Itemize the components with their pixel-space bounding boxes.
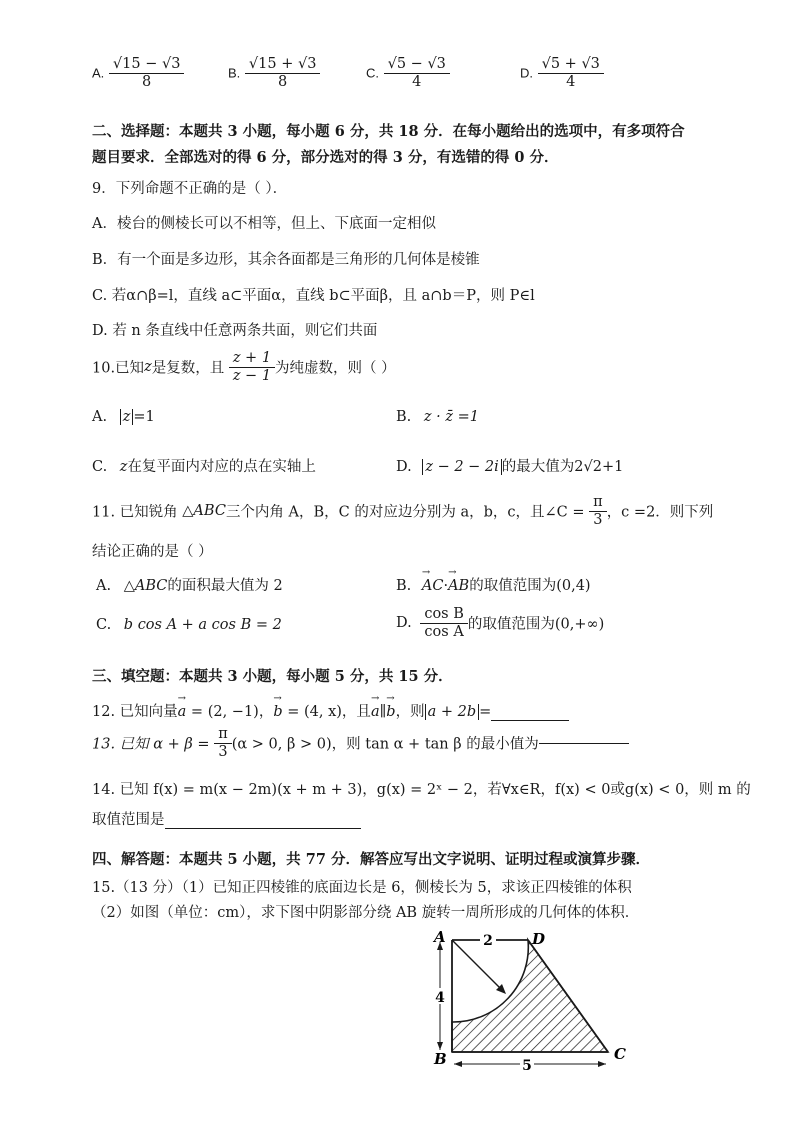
q11-option-d <box>396 606 604 640</box>
rotation-figure <box>420 924 640 1074</box>
vertex-b: B <box>434 1050 447 1068</box>
option-body: 的面积最大值为 2 <box>167 578 283 594</box>
numerator: z + 1 <box>229 350 275 368</box>
q9-option-b: B．有一个面是多边形，其余各面都是三角形的几何体是棱锥 <box>92 252 480 268</box>
numerator: π <box>589 494 607 512</box>
q14-line2 <box>92 808 361 829</box>
numerator: √5 − √3 <box>384 56 450 74</box>
denominator: z − 1 <box>232 367 272 384</box>
option-letter: C. <box>96 617 112 633</box>
numerator: √15 + √3 <box>245 56 321 74</box>
q14-line1: 14. 已知 f(x) = m(x − 2m)(x + m + 3)，g(x) = 2ˣ − 2，若∀x∈R，f(x) < 0或g(x) < 0，则 m 的 <box>92 782 751 798</box>
q11-option-b: B. → AC·→ AB的取值范围为(0,4) <box>396 574 591 595</box>
q11-option-c <box>96 617 282 633</box>
option-letter: B. <box>228 65 241 81</box>
q10-option-b <box>396 409 479 425</box>
vector-a: → a <box>178 704 187 720</box>
dim-left-label: 4 <box>435 990 445 1006</box>
arrowhead <box>437 1042 443 1050</box>
answer-blank[interactable] <box>165 828 361 829</box>
option-body: 的最大值为2√2+1 <box>501 459 624 475</box>
q9-option-a: A．棱台的侧棱长可以不相等，但上、下底面一定相似 <box>92 216 436 232</box>
q11-part: 三个内角 A，B，C 的对应边分别为 a，b，c，且∠C = <box>225 504 585 521</box>
q12-part: ，则 <box>395 704 425 720</box>
vector-b: → b <box>386 704 395 720</box>
option-body: 的取值范围为(0,4) <box>469 578 591 594</box>
abs-expression: z − 2 − 2i <box>422 459 501 475</box>
cosb-over-cosa <box>420 606 468 640</box>
option-letter: A. <box>92 65 105 81</box>
q11-part: ，c =2．则下列 <box>606 504 714 521</box>
q12: 12. 已知向量→ a = (2, −1)，→ b = (4, x)，且→ a∥→ b，则 a + 2b = <box>92 700 569 721</box>
q8-option-d <box>520 56 604 90</box>
abs-expression: a + 2b <box>425 704 480 720</box>
q10-z: z <box>144 359 152 376</box>
section4-header: 四、解答题：本题共 5 小题，共 77 分．解答应写出文字说明、证明过程或演算步骤． <box>92 851 650 868</box>
option-letter: D. <box>396 615 412 632</box>
section2-line1: 二、选择题：本题共 3 小题，每小题 6 分，共 18 分．在每小题给出的选项中，有多项符合 <box>92 123 685 140</box>
vector-ac: → AC <box>422 578 444 594</box>
vertex-c: C <box>614 1045 626 1063</box>
numerator: √15 − √3 <box>109 56 185 74</box>
option-body: 的取值范围为(0,+∞) <box>467 616 605 633</box>
option-body: =1 <box>133 409 155 425</box>
fraction <box>109 56 185 90</box>
triangle-abc: △ABC <box>123 578 168 594</box>
vector-b: → b <box>273 704 282 720</box>
q13-part: (α > 0, β > 0)，则 tan α + tan β 的最小值为 <box>231 736 539 753</box>
vector-ab: → AB <box>448 578 469 594</box>
answer-blank[interactable] <box>539 743 629 744</box>
q10-option-c <box>92 455 316 476</box>
option-letter: D. <box>520 65 533 81</box>
option-letter: D. <box>396 459 412 475</box>
arrowhead <box>454 1061 462 1067</box>
q14-part: 取值范围是 <box>92 812 165 828</box>
option-letter: A. <box>92 409 108 425</box>
dim-bottom-label: 5 <box>522 1058 532 1074</box>
q13-part: 13. 已知 α + β = <box>92 736 210 753</box>
q15-line2: （2）如图（单位：cm），求下图中阴影部分绕 AB 旋转一周所形成的几何体的体积． <box>92 905 640 921</box>
fraction <box>538 56 604 90</box>
option-body: b cos A + a cos B = 2 <box>123 617 282 633</box>
dim-top-label: 2 <box>483 933 493 949</box>
denominator: 4 <box>566 73 576 90</box>
option-letter: C. <box>366 65 379 81</box>
denominator: 3 <box>593 511 603 528</box>
pi-over-3 <box>214 726 232 760</box>
answer-blank[interactable] <box>491 720 569 721</box>
fraction <box>384 56 450 90</box>
shaded-region <box>452 940 608 1052</box>
q12-part: = (2, −1)， <box>186 704 274 720</box>
q10-suffix: 为纯虚数，则（ ） <box>275 360 396 377</box>
pi-over-3 <box>589 494 607 528</box>
option-letter: A. <box>96 578 112 594</box>
q9-stem: 9．下列命题不正确的是（ ）． <box>92 181 288 197</box>
q11-stem-line1 <box>92 494 713 528</box>
section3-header: 三、填空题：本题共 3 小题，每小题 5 分，共 15 分． <box>92 668 453 685</box>
abs-z: z <box>120 409 134 425</box>
q8-option-a <box>92 56 184 90</box>
denominator: 3 <box>218 743 228 760</box>
numerator: √5 + √3 <box>538 56 604 74</box>
option-letter: B. <box>396 578 412 594</box>
numerator: π <box>214 726 232 744</box>
q12-part: = (4, x)，且 <box>282 704 371 720</box>
q15-line1: 15.（13 分）（1）已知正四棱锥的底面边长是 6，侧棱长为 5，求该正四棱锥的体积 <box>92 880 632 896</box>
q11-option-a <box>96 574 283 595</box>
vertex-d: D <box>532 930 546 948</box>
vertex-a: A <box>434 928 446 946</box>
q10-fraction <box>229 350 275 384</box>
q8-option-b <box>228 56 320 90</box>
q13 <box>92 726 629 760</box>
q10-option-a <box>92 409 155 425</box>
parallel-symbol: ∥ <box>379 704 387 720</box>
q9-option-d: D. 若 n 条直线中任意两条共面，则它们共面 <box>92 323 378 339</box>
q10-prefix: 10.已知 <box>92 360 145 377</box>
triangle-abc: △ABC <box>182 503 226 520</box>
q12-part: 12. 已知向量 <box>92 704 178 720</box>
denominator: 8 <box>142 73 152 90</box>
arrowhead <box>598 1061 606 1067</box>
option-letter: C. <box>92 459 108 475</box>
q9-option-c: C. 若α∩β=l，直线 a⊂平面α，直线 b⊂平面β，且 a∩b＝P，则 P∈l <box>92 288 535 304</box>
vector-a: → a <box>371 704 380 720</box>
q8-option-c <box>366 56 450 90</box>
q11-part: 11. 已知锐角 <box>92 504 178 521</box>
section2-line2: 题目要求．全部选对的得 6 分，部分选对的得 3 分，有选错的得 0 分． <box>92 149 559 166</box>
option-letter: B. <box>396 409 412 425</box>
q11-stem-line2: 结论正确的是（ ） <box>92 544 213 560</box>
z-var: z <box>119 459 128 475</box>
q10-option-d <box>396 455 623 476</box>
q10-mid: 是复数，且 <box>151 360 225 377</box>
denominator: 4 <box>412 73 422 90</box>
denominator: cos A <box>424 623 464 640</box>
denominator: 8 <box>278 73 288 90</box>
fraction <box>245 56 321 90</box>
numerator: cos B <box>420 606 468 624</box>
option-body: 在复平面内对应的点在实轴上 <box>127 459 316 475</box>
q10-stem <box>92 350 396 384</box>
option-body: z · z̄ =1 <box>423 409 479 425</box>
